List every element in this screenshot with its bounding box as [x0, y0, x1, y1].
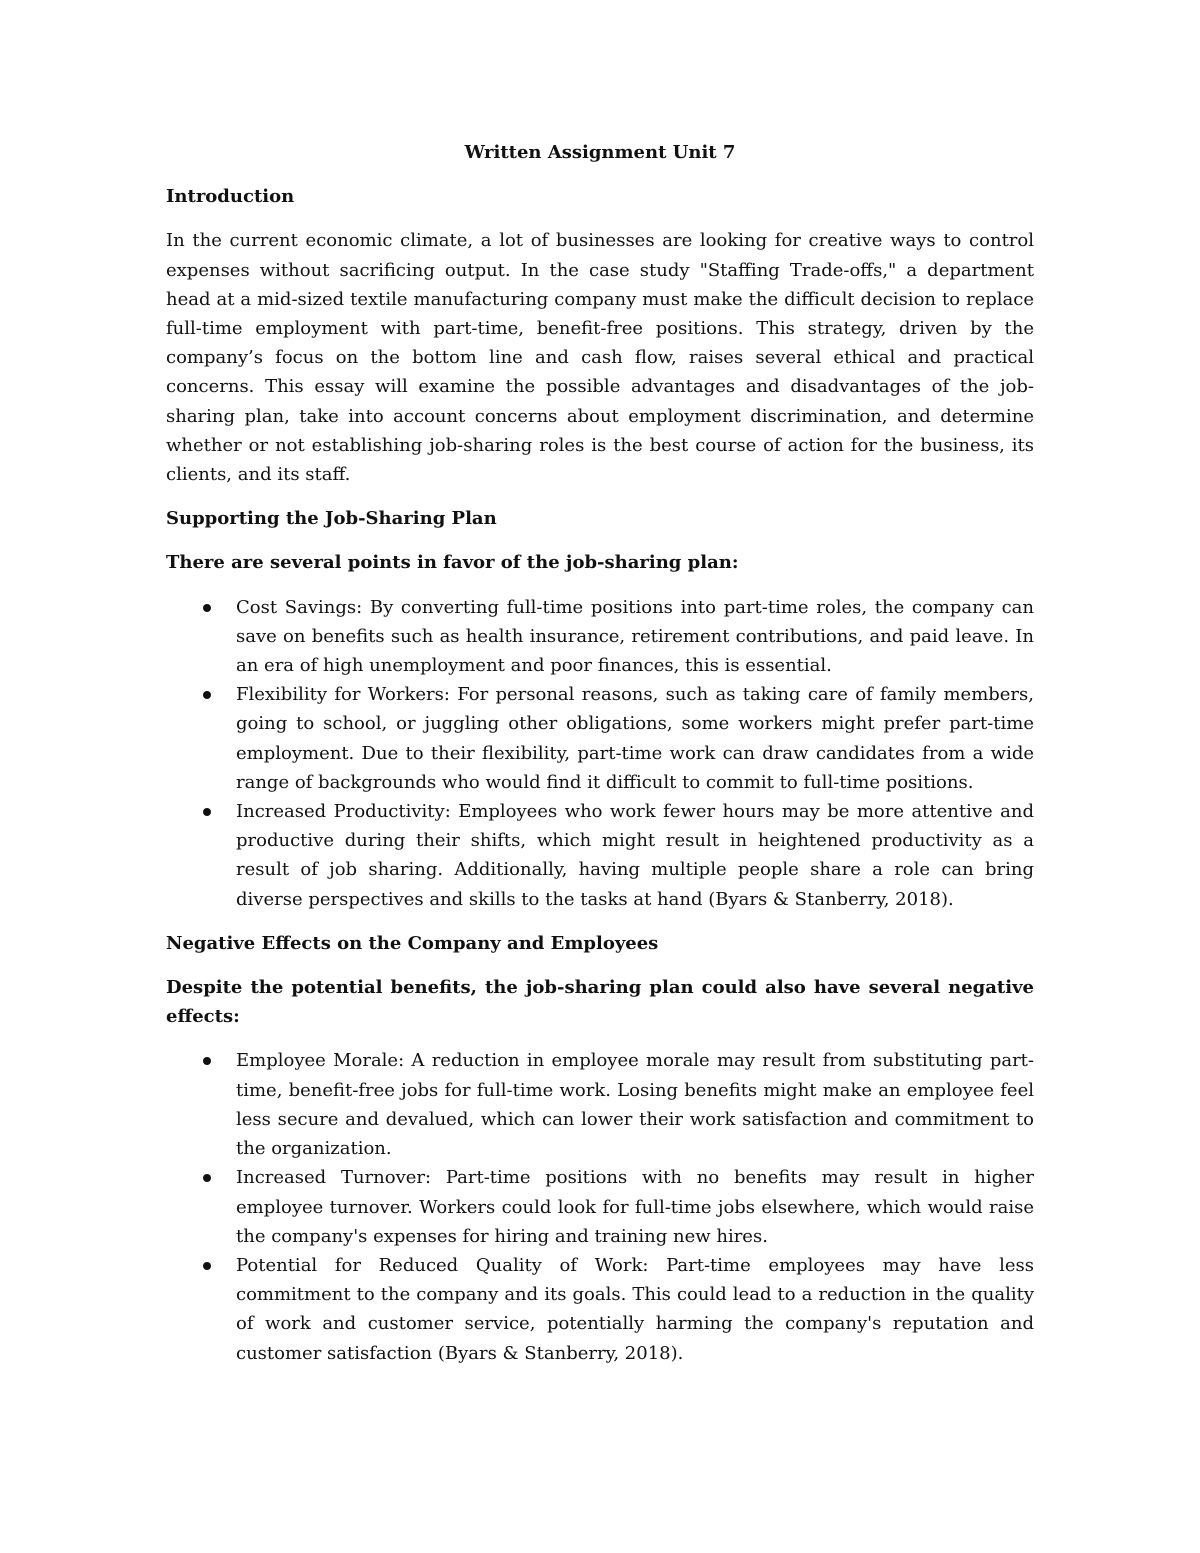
bullet-icon [203, 604, 211, 612]
bullet-icon [203, 691, 211, 699]
list-item [166, 1163, 1034, 1251]
list-item [166, 593, 1034, 681]
bullet-icon [203, 1057, 211, 1065]
introduction-heading: Introduction [166, 186, 295, 208]
list-item [166, 1251, 1034, 1368]
list-item-text: Potential for Reduced Quality of Work: Part-time employees may have less commitment to the company and its goals. This could lead to a reduction in the quality of work and customer service, potentially harming the company's reputation and customer satisfaction (Byars & Stanberry, 2018). [236, 1254, 1034, 1364]
negative-heading: Negative Effects on the Company and Employees [166, 932, 659, 954]
bullet-icon [203, 1262, 211, 1270]
list-item [166, 1046, 1034, 1163]
list-item [166, 680, 1034, 797]
list-item [166, 797, 1034, 914]
bullet-icon [203, 808, 211, 816]
negative-list [166, 1046, 1034, 1367]
list-item-text: Employee Morale: A reduction in employee morale may result from substituting part-time, benefit-free jobs for full-time work. Losing benefits might make an employee feel less secure and devalued, which can lower their work satisfaction and commitment to the organization. [236, 1050, 1034, 1160]
document-page [166, 138, 1034, 1383]
document-title: Written Assignment Unit 7 [464, 142, 736, 163]
negative-lead: Despite the potential benefits, the job-sharing plan could also have several negative effects: [166, 977, 1034, 1028]
supporting-list [166, 593, 1034, 914]
list-item-text: Flexibility for Workers: For personal reasons, such as taking care of family members, going to school, or juggling other obligations, some workers might prefer part-time employment. Due to their flexibility, part-time work can draw candidates from a wide range of backgrounds who would find it difficult to commit to full-time positions. [236, 684, 1034, 793]
supporting-heading: Supporting the Job-Sharing Plan [166, 508, 497, 530]
list-item-text: Increased Productivity: Employees who work fewer hours may be more attentive and productive during their shifts, which might result in heightened productivity as a result of job sharing. Additionally, having multiple people share a role can bring diverse perspectives and skills to the tasks at hand (Byars & Stanberry, 2018). [236, 801, 1034, 910]
bullet-icon [203, 1174, 211, 1182]
list-item-text: Increased Turnover: Part-time positions with no benefits may result in higher employee turnover. Workers could look for full-time jobs elsewhere, which would raise the company's expenses for hiring and training new hires. [236, 1167, 1034, 1247]
list-item-text: Cost Savings: By converting full-time positions into part-time roles, the company can save on benefits such as health insurance, retirement contributions, and paid leave. In an era of high unemployment and poor finances, this is essential. [236, 596, 1034, 677]
introduction-paragraph: In the current economic climate, a lot of businesses are looking for creative ways to control expenses without sacrificing output. In the case study "Staffing Trade-offs," a department head at a mid-sized textile manufacturing company must make the difficult decision to replace full-time employment with part-time, benefit-free positions. This strategy, driven by the company’s focus on the bottom line and cash flow, raises several ethical and practical concerns. This essay will examine the possible advantages and disadvantages of the job-sharing plan, take into account concerns about employment discrimination, and determine whether or not establishing job-sharing roles is the best course of action for the business, its clients, and its staff. [166, 230, 1034, 486]
supporting-lead: There are several points in favor of the job-sharing plan: [166, 552, 739, 574]
